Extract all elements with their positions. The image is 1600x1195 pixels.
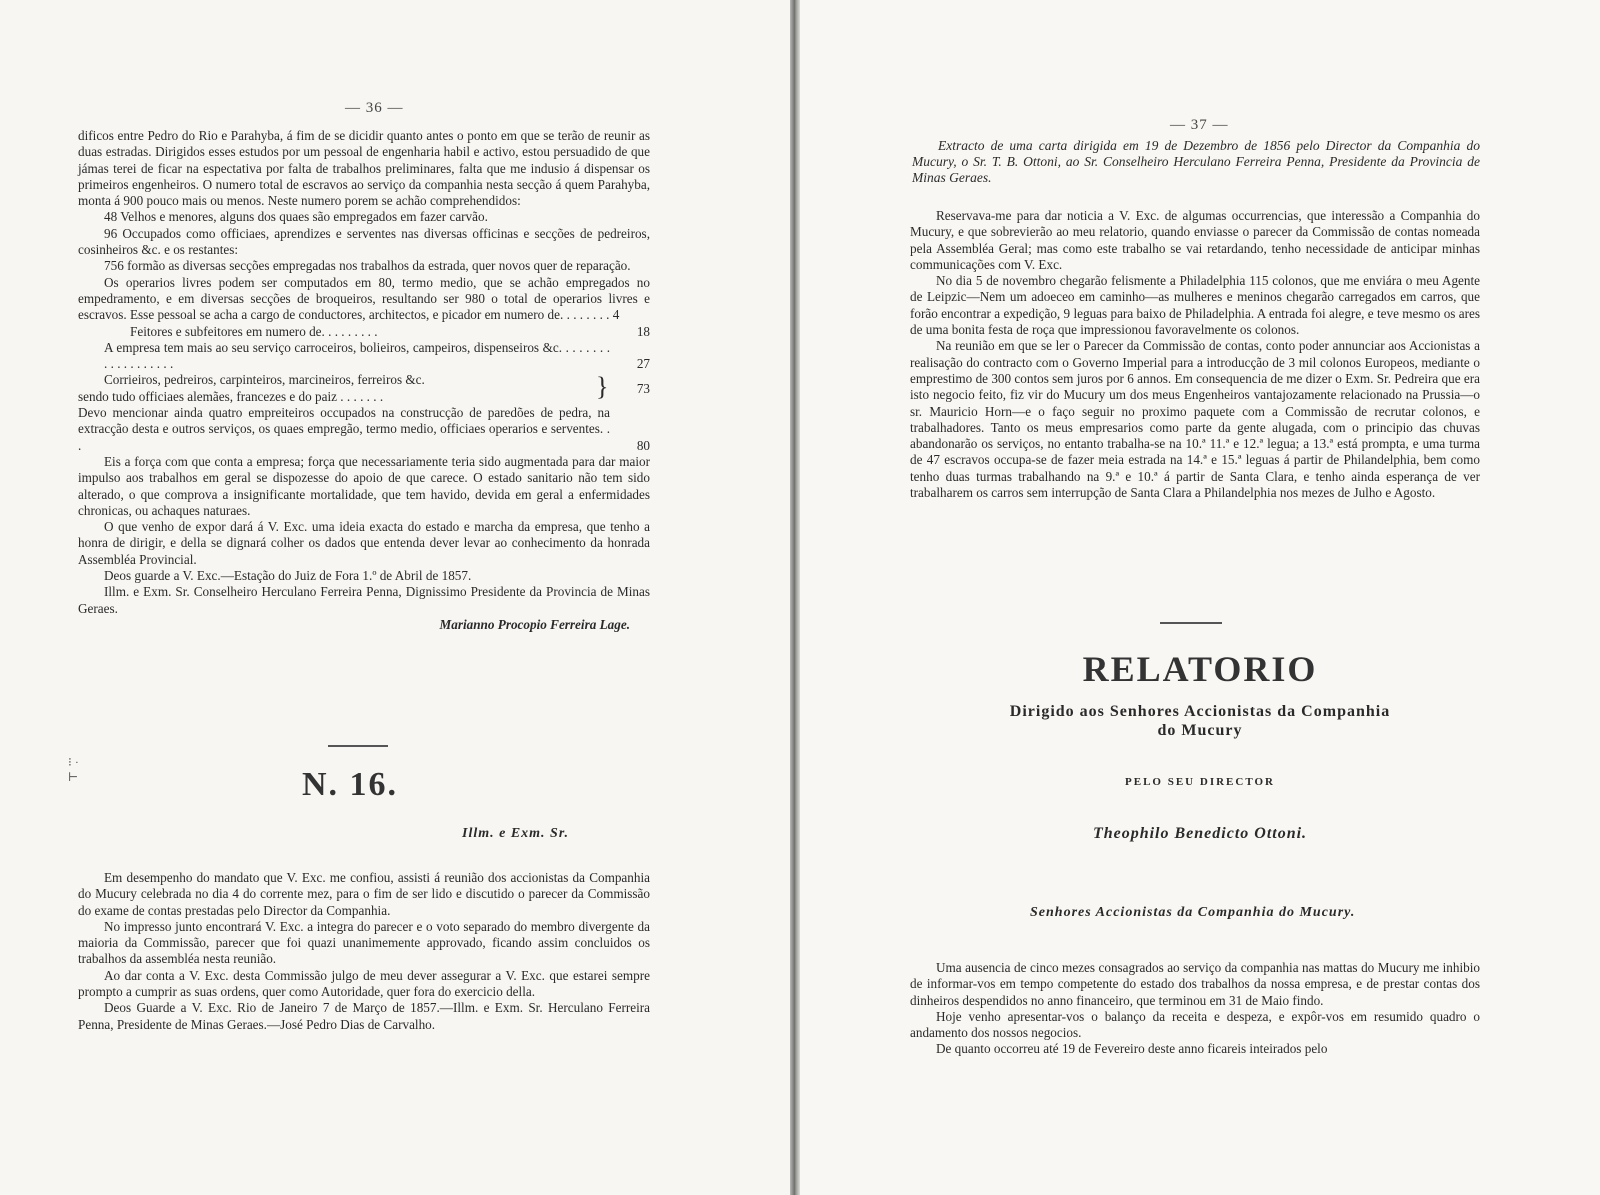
report-body-paragraph: Uma ausencia de cinco mezes consagrados ao serviço da companhia nas mattas do Mucury me inhibio de informar-vos em tempo competente do estado dos trabalhos da nossa empresa, e de prestar contas dos dinheiros despendidos no anno financeiro, que terminou em 31 de Maio findo.	[910, 960, 1480, 1008]
feitores-row	[78, 324, 650, 340]
report-paragraph: dificos entre Pedro do Rio e Parahyba, á fim de se dicidir quanto antes o ponto em que se terão de reunir as duas estradas. Dirigidos esses estudos por um pessoal de engenharia habil e activo, estou persuadido de que jámas terei de ficar na espectativa por falta de trabalhos preliminares, falta que me indusio á dispensar os primeiros engenheiros. O numero total de escravos ao serviço da companhia nesta secção á quem Parahyba, monta á 900 pouco mais ou menos. Neste numero porem se achão comprehendidos:	[78, 128, 650, 209]
book-gutter	[790, 0, 800, 1195]
report-subtitle-2: do Mucury	[1157, 722, 1243, 739]
report-title: RELATORIO	[1082, 649, 1318, 689]
feitores-label: Feitores e subfeitores em numero de. . . . . . . . .	[130, 323, 378, 339]
workers-item: 756 formão as diversas secções empregadas nos trabalhos da estrada, quer novos quer de reparação.	[104, 258, 631, 274]
report-author: Theophilo Benedicto Ottoni.	[1092, 825, 1308, 842]
corrieiros-num: 73	[636, 380, 650, 396]
page-number-left: — 36 —	[345, 100, 404, 116]
empresa-text: A empresa tem mais ao seu serviço carroceiros, bolieiros, campeiros, dispenseiros &c. . . . . . . . . . . . . . . . . . .	[104, 339, 610, 372]
extract-paragraph: Reservava-me para dar noticia a V. Exc. de algumas occurrencias, que interessão a Companhia do Mucury, e que sobrevierão ao meu relatorio, quando enviasse o parecer da Commissão de contas nomeada pela Assembléa Geral; mas como este trabalho se vai retardando, tenho necessidade de anticipar minhas communicações com V. Exc.	[910, 208, 1480, 272]
brace-icon: }	[596, 372, 609, 402]
left-page	[0, 0, 790, 1195]
corrieiros-line-1: Corrieiros, pedreiros, carpinteiros, marcineiros, ferreiros &c.	[104, 372, 425, 388]
signature: Marianno Procopio Ferreira Lage.	[439, 616, 630, 632]
corrieiros-block	[78, 372, 596, 405]
devo-num: 80	[636, 437, 650, 453]
divider-rule	[328, 745, 388, 747]
report-body-paragraph: Hoje venho apresentar-vos o balanço da receita e despeza, e expôr-vos em resumido quadro o andamento dos nossos negocios.	[910, 1008, 1480, 1041]
divider-rule	[1160, 622, 1222, 624]
report-paragraph: Deos guarde a V. Exc.—Estação do Juiz de Fora 1.º de Abril de 1857.	[104, 568, 472, 584]
extract-paragraph: Na reunião em que se ler o Parecer da Commissão de contas, conto poder annunciar aos Accionistas a realisação do contracto com o Governo Imperial para a introducção de 3 mil colonos Europeos, mediante o emprestimo de 300 contos sem juros por 6 annos. Em consequencia de me dizer o Exm. Sr. Pedreira que era isto negocio feito, fiz vir do Mucury um dos meus Engenheiros vantajozamente relacionado na Prussia—o sr. Mauricio Horn—e o faço seguir no proximo paquete com a Commissão de recrutar colonos, e trabalhadores. Tanto os meus empresarios como parte da gente alugada, com o principio das chuvas abandonarão os serviços, no entanto trabalha-se na 10.ª 11.ª e 12.ª legua; a 13.ª está prompta, e uma turma de 47 escravos occupa-se de fazer meia estrada na 14.ª e 15.ª leguas á partir de Philandelphia, bem como tenho duas turmas trabalhando na 9.ª e 10.ª á partir de Santa Clara, e tenho ainda esperança de ver trabalharem os carros sem interrupção de Santa Clara a Philandelphia nos mezes de Julho e Agosto.	[910, 338, 1480, 501]
salutation-right: Senhores Accionistas da Companhia do Mucury.	[1030, 905, 1356, 920]
by-line: PELO SEU DIRECTOR	[1125, 776, 1275, 788]
devo-text: Devo mencionar ainda quatro empreiteiros occupados na construcção de paredões de pedra, na extracção desta e outros serviços, os quaes empregão, termo medio, officiaes operarios e serventes. . .	[78, 405, 610, 453]
operarios-num: 4	[612, 307, 620, 323]
workers-item: 48 Velhos e menores, alguns dos quaes são empregados em fazer carvão.	[104, 209, 488, 225]
extract-paragraph: No dia 5 de novembro chegarão felismente a Philadelphia 115 colonos, que me enviára o meu Agente de Leipzic—Nem um adoeceo em caminho—as mulheres e meninos chegarão carregados em carros, que forão encontrar a expedição, 9 leguas para baixo de Philadelphia. A entrada foi alegre, e teve mesmo os ares de uma bonita festa de roça que impressionou favoravelmente os colonos.	[910, 273, 1480, 338]
margin-marks: ⁝ · ⊢	[68, 755, 79, 784]
report-body	[910, 960, 1480, 1190]
operarios-text: Os operarios livres podem ser computados em 80, termo medio, que se achão empregados no empedramento, e em diversas secções de broqueiros, resultando ser 980 o total de operarios livres e escravos. Esse pessoal se acha a cargo de conductores, architectos, e picador em numero de. . . . . . . .	[78, 274, 650, 323]
feitores-num: 18	[636, 323, 650, 339]
page-number-right: — 37 —	[1170, 117, 1229, 133]
report-paragraph: Eis a força com que conta a empresa; força que necessariamente teria sido augmentada para dar maior impulso aos trabalhos em geral se dispozesse do apoio de que carece. O estado sanitario não tem sido alterado, o que comprova a insignificante mortalidade, que tem havido, devida em geral a enfermidades chronicas, ou achaques naturaes.	[78, 453, 650, 518]
right-page	[800, 0, 1600, 1195]
operarios-paragraph	[78, 275, 650, 324]
letter-paragraph: Ao dar conta a V. Exc. desta Commissão julgo de meu dever assegurar a V. Exc. que estarei sempre prompto a cumprir as suas ordens, quer como Autoridade, quer fora do exercicio della.	[78, 967, 650, 1000]
report-subtitle-1: Dirigido aos Senhores Accionistas da Companhia	[1009, 703, 1391, 720]
report-paragraph: Illm. e Exm. Sr. Conselheiro Herculano Ferreira Penna, Dignissimo Presidente da Provincia de Minas Geraes.	[78, 584, 650, 616]
section-number: N. 16.	[302, 766, 399, 803]
letter-paragraph: Deos Guarde a V. Exc. Rio de Janeiro 7 de Março de 1857.—Illm. e Exm. Sr. Herculano Ferreira Penna, Presidente de Minas Geraes.—José Pedro Dias de Carvalho.	[78, 1000, 650, 1032]
extract-body	[910, 208, 1480, 501]
workers-item: 96 Occupados como officiaes, aprendizes e serventes nas diversas officinas e secções de pedreiros, cosinheiros &c. e os restantes:	[78, 225, 650, 258]
report-paragraph: O que venho de expor dará á V. Exc. uma ideia exacta do estado e marcha da empresa, que tenho a honra de dirigir, e della se dignará colher os dados que entenda dever levar ao conhecimento da honrada Assembléa Provincial.	[78, 519, 650, 567]
letter-paragraph: No impresso junto encontrará V. Exc. a integra do parecer e o voto separado do membro divergente da maioria da Commissão, parecer que foi quazi unanimemente approvado, ficando assim concluidos os trabalhos da assembléa nesta reunião.	[78, 918, 650, 967]
corrieiros-row	[78, 372, 650, 405]
letter-paragraph: Em desempenho do mandato que V. Exc. me confiou, assisti á reunião dos accionistas da Companhia do Mucury celebrada no dia 4 do corrente mez, para o fim de ser lido e discutido o parecer da Commissão do exame de contas prestadas pelo Director da Companhia.	[78, 870, 650, 918]
report-body-paragraph: De quanto occorreu até 19 de Fevereiro deste anno ficareis inteirados pelo	[936, 1041, 1328, 1057]
empresa-num: 27	[636, 356, 650, 372]
report-continuation	[78, 128, 650, 633]
devo-row	[78, 405, 650, 454]
extract-heading: Extracto de uma carta dirigida em 19 de Dezembro de 1856 pelo Director da Companhia do Mucury, o Sr. T. B. Ottoni, ao Sr. Conselheiro Herculano Ferreira Penna, Presidente da Provincia de Minas Geraes.	[912, 138, 1480, 185]
letter-body	[78, 870, 650, 1033]
corrieiros-line-2: sendo tudo officiaes alemães, francezes e do paiz . . . . . . .	[78, 388, 384, 404]
salutation-left: Illm. e Exm. Sr.	[462, 826, 570, 841]
empresa-row	[78, 340, 650, 373]
